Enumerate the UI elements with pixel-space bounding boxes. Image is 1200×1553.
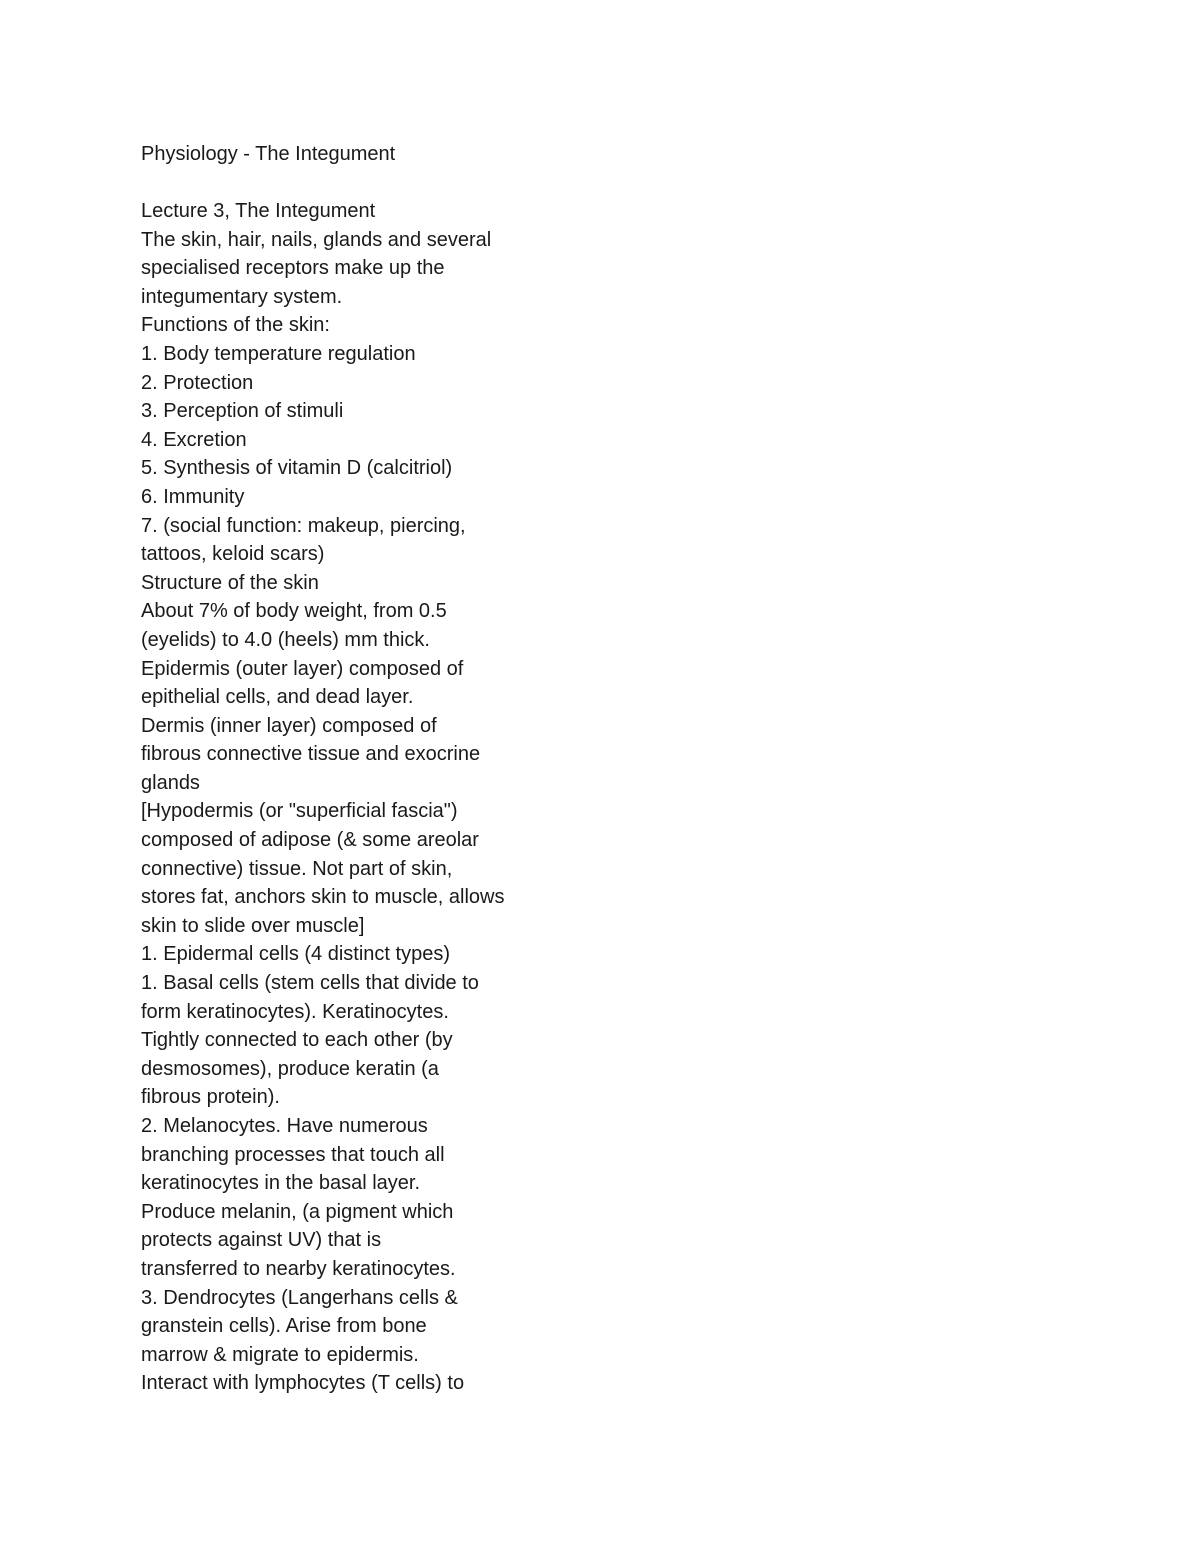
text-line: Functions of the skin: [141,314,330,337]
text-line: (eyelids) to 4.0 (heels) mm thick. [141,628,430,651]
text-line: 1. Basal cells (stem cells that divide to [141,972,479,995]
text-line: Lecture 3, The Integument [141,200,376,222]
text-line: 2. Protection [141,371,254,394]
text-line: Tightly connected to each other (by [141,1029,453,1052]
document-body [141,197,561,1398]
text-line: marrow & migrate to epidermis. [141,1343,419,1366]
text-line: specialised receptors make up the [141,257,445,280]
text-line: [Hypodermis (or "superficial fascia") [141,800,458,823]
text-line: desmosomes), produce keratin (a [141,1057,439,1080]
text-line: granstein cells). Arise from bone [141,1315,427,1338]
text-line: 2. Melanocytes. Have numerous [141,1115,428,1137]
text-line: 4. Excretion [141,428,247,451]
text-line: fibrous protein). [141,1086,280,1109]
text-line: glands [141,771,200,794]
text-line: 7. (social function: makeup, piercing, [141,514,466,537]
text-line: Interact with lymphocytes (T cells) to [141,1372,465,1395]
text-line: About 7% of body weight, from 0.5 [141,600,447,623]
text-line: 5. Synthesis of vitamin D (calcitriol) [141,457,453,480]
document-title: Physiology - The Integument [141,143,396,165]
text-line: Produce melanin, (a pigment which [141,1200,454,1223]
text-line: Dermis (inner layer) composed of [141,714,437,737]
text-line: skin to slide over muscle] [141,914,365,937]
text-line: stores fat, anchors skin to muscle, allows [141,886,505,909]
text-line: 1. Body temperature regulation [141,342,416,365]
text-line: 3. Perception of stimuli [141,400,344,423]
text-line: integumentary system. [141,285,343,308]
text-line: 3. Dendrocytes (Langerhans cells & [141,1286,458,1309]
text-line: The skin, hair, nails, glands and several [141,228,492,251]
text-line: Epidermis (outer layer) composed of [141,657,464,680]
text-line: form keratinocytes). Keratinocytes. [141,1000,449,1023]
text-line: tattoos, keloid scars) [141,543,325,566]
text-line: epithelial cells, and dead layer. [141,686,414,709]
text-line: 1. Epidermal cells (4 distinct types) [141,943,451,966]
text-line: transferred to nearby keratinocytes. [141,1257,456,1280]
text-line: connective) tissue. Not part of skin, [141,857,453,880]
text-line: protects against UV) that is [141,1229,382,1252]
text-line: branching processes that touch all [141,1143,445,1166]
text-line: composed of adipose (& some areolar [141,829,479,852]
text-line: Structure of the skin [141,571,319,594]
text-line: fibrous connective tissue and exocrine [141,743,481,766]
text-line: 6. Immunity [141,485,245,508]
text-line: keratinocytes in the basal layer. [141,1172,421,1195]
